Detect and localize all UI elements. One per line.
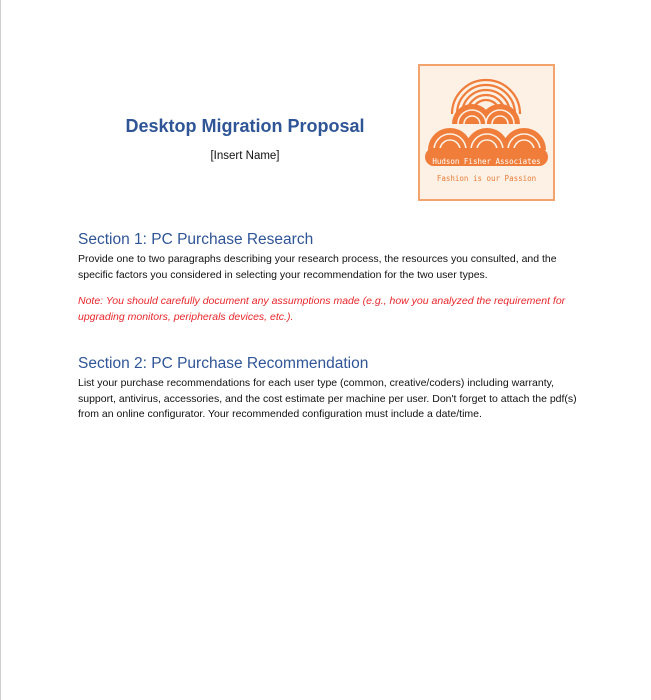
section-2-body: List your purchase recommendations for each user type (common, creative/coders) including warranty, support, antivirus, accessories, and the cost estimate per machine per user. Don't forget to attach the pdf(s) from an online configurator. Your recommended configuration must include a date/time. bbox=[78, 377, 577, 420]
page-edge bbox=[0, 0, 1, 700]
section-1-body: Provide one to two paragraphs describing your research process, the resources you consulted, and the specific factors you considered in selecting your recommendation for the two user types. bbox=[78, 253, 557, 281]
document-title: Desktop Migration Proposal bbox=[125, 116, 365, 136]
logo-tagline: Fashion is our Passion bbox=[436, 174, 537, 183]
logo-company-name: Hudson Fisher Associates bbox=[432, 157, 541, 166]
company-logo bbox=[418, 64, 555, 201]
section-2-heading: Section 2: PC Purchase Recommendation bbox=[78, 355, 369, 372]
section-1-heading: Section 1: PC Purchase Research bbox=[78, 231, 314, 248]
section-1-note: Note: You should carefully document any assumptions made (e.g., how you analyzed the requirement for upgrading monitors, peripherals devices, etc.). bbox=[78, 295, 566, 323]
author-name-placeholder: [Insert Name] bbox=[210, 150, 280, 162]
